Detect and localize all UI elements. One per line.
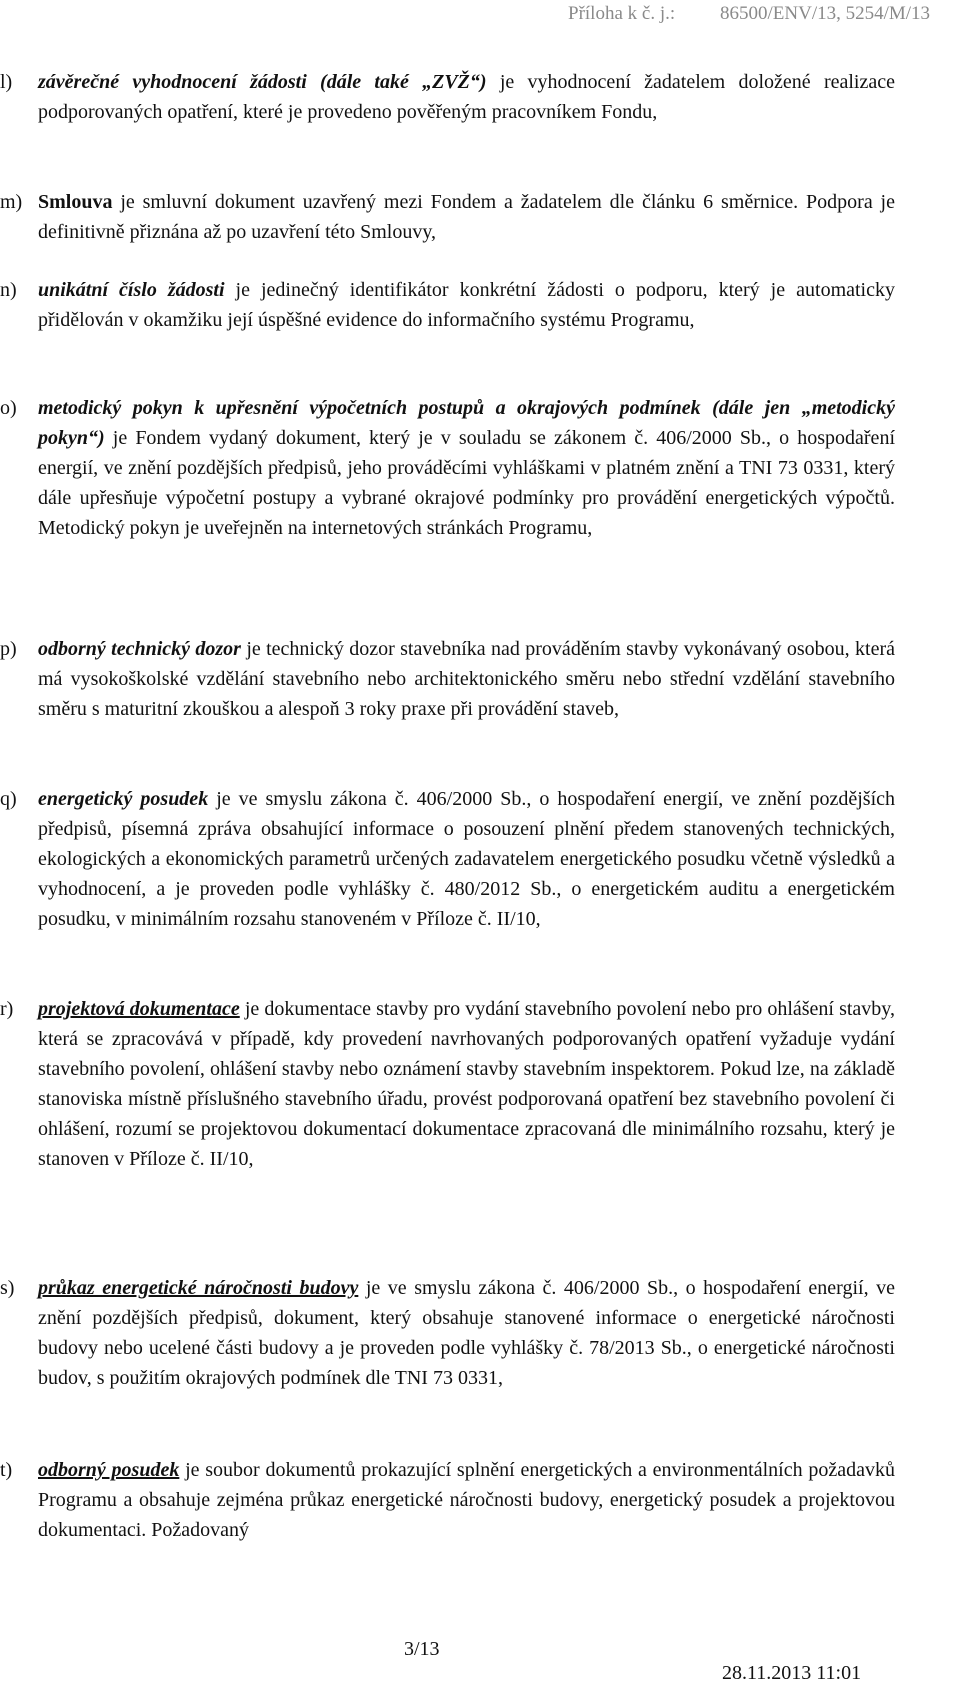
definition-term: unikátní číslo žádosti [38,279,225,301]
item-letter: t) [0,1459,13,1481]
definition-term: průkaz energetické náročnosti budovy [38,1277,359,1299]
definition-text: je ve smyslu zákona č. 406/2000 Sb., o hospodaření energií, ve znění pozdějších předpisů, dokument, který obsahuje stanovené informace o energetické náročnosti budovy nebo ucelené části budovy a je proveden podle vyhlášky č. 78/2013 Sb., o energetické náročnosti budov, s použitím okrajových podmínek dle TNI 73 0331, [38,1277,895,1390]
page-number: 3/13 [404,1638,440,1660]
attachment-ref-label: Příloha k č. j.: [568,3,676,24]
item-letter: m) [0,191,23,213]
definition-term: Smlouva [38,191,113,213]
definition-body [38,187,895,247]
page-header [0,3,960,33]
definition-text: je dokumentace stavby pro vydání stavebního povolení nebo pro ohlášení stavby, která se zpracovává v případě, kdy provedení navrhovaných podporovaných opatření vyžaduje vydání stavebního povolení, ohlášení stavby nebo oznámení stavby stavebním inspektorem. Pokud lze, na základě stanoviska místně příslušného stavebního úřadu, provést podporovaná opatření bez stavebního povolení či ohlášení, rozumí se projektovou dokumentací dokumentace zpracovaná dle minimálního rozsahu, který je stanoven v Příloze č. II/10, [38,998,895,1171]
item-letter: n) [0,279,17,301]
definition-body [38,1273,895,1393]
definition-term: metodický pokyn k upřesnění výpočetních postupů a okrajových podmínek (dále jen „metodický pokyn“) [38,397,895,450]
definition-term: energetický posudek [38,788,209,810]
definition-term: odborný posudek [38,1459,180,1481]
item-letter: l) [0,71,13,93]
reference-number: 86500/ENV/13, 5254/M/13 [720,3,931,24]
item-letter: o) [0,397,17,419]
definition-term: odborný technický dozor [38,638,241,660]
definition-term: projektová dokumentace [38,998,240,1020]
print-timestamp: 28.11.2013 11:01 [722,1662,862,1684]
definition-text: je smluvní dokument uzavřený mezi Fondem a žadatelem dle článku 6 směrnice. Podpora je definitivně přiznána až po uzavření této Smlouvy, [38,191,895,244]
definition-text: je vyhodnocení žadatelem doložené realizace podporovaných opatření, které je provedeno pověřeným pracovníkem Fondu, [38,71,895,124]
definition-text: je soubor dokumentů prokazující splnění energetických a environmentálních požadavků Programu a obsahuje zejména průkaz energetické náročnosti budovy, energetický posudek a projektovou dokumentaci. Požadovaný [38,1459,895,1542]
definition-text: je Fondem vydaný dokument, který je v souladu se zákonem č. 406/2000 Sb., o hospodaření energií, ve znění pozdějších předpisů, jeho prováděcími vyhláškami v platném znění a TNI 73 0331, který dále upřesňuje výpočetní postupy a vybrané okrajové podmínky pro provádění energetických výpočtů. Metodický pokyn je uveřejněn na internetových stránkách Programu, [38,427,895,540]
definition-body [38,67,895,127]
definition-body [38,393,895,543]
item-letter: q) [0,788,17,810]
definition-body [38,275,895,335]
definition-text: je jedinečný identifikátor konkrétní žádosti o podporu, který je automaticky přidělován v okamžiku její úspěšné evidence do informačního systému Programu, [38,279,895,332]
item-letter: p) [0,638,17,660]
item-letter: s) [0,1277,15,1299]
definition-body [38,994,895,1175]
definition-text: je technický dozor stavebníka nad prováděním stavby vykonávaný osobou, která má vysokoškolské vzdělání stavebního nebo architektonického směru nebo střední vzdělání stavebního směru s maturitní zkouškou a alespoň 3 roky praxe při provádění staveb, [38,638,895,721]
definition-body [38,1455,895,1545]
definition-body [38,784,895,934]
definition-text: je ve smyslu zákona č. 406/2000 Sb., o hospodaření energií, ve znění pozdějších předpisů, písemná zpráva obsahující informace o posouzení plnění předem stanovených technických, ekologických a ekonomických parametrů určených zadavatelem energetického posudku včetně výsledků a vyhodnocení, a je proveden podle vyhlášky č. 480/2012 Sb., o energetickém auditu a energetickém posudku, v minimálním rozsahu stanoveném v Příloze č. II/10, [38,788,895,931]
definition-term: závěrečné vyhodnocení žádosti (dále také „ZVŽ“) [38,71,487,93]
definition-body [38,634,895,724]
item-letter: r) [0,998,14,1020]
